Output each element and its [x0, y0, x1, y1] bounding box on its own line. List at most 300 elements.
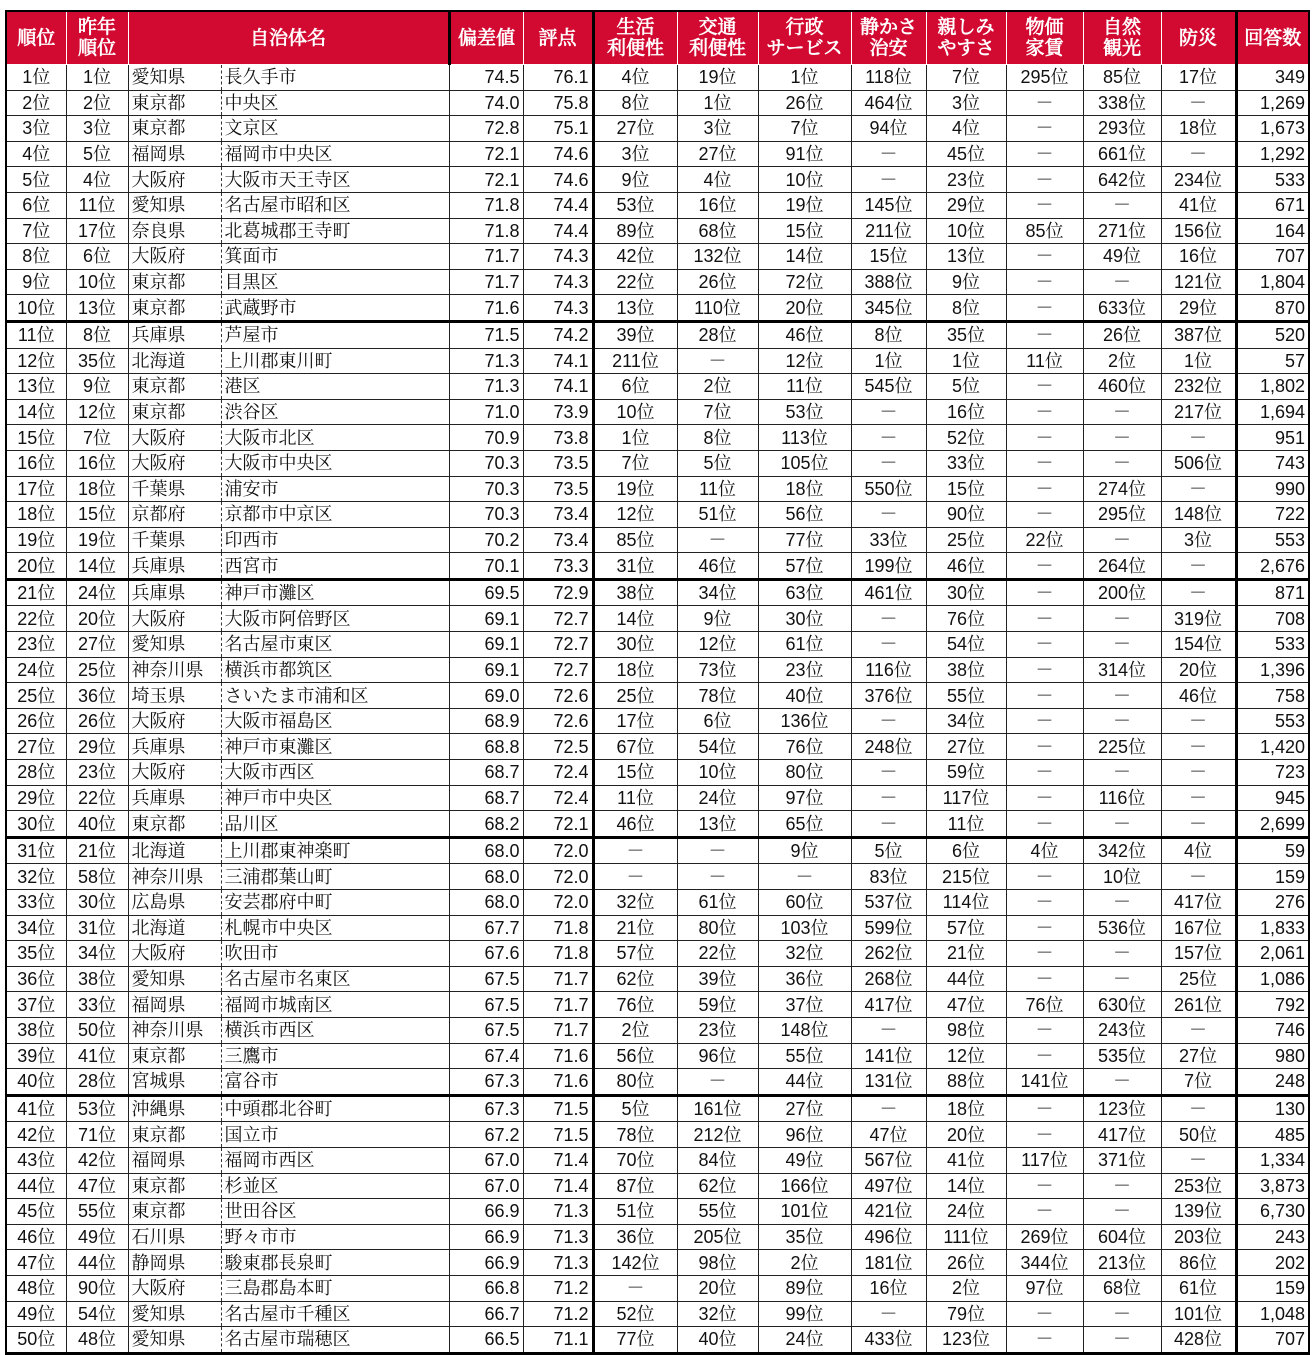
- cell-nature: 295位: [1083, 502, 1161, 528]
- cell-rank: 17位: [6, 476, 66, 502]
- cell-city: 武蔵野市: [221, 295, 449, 322]
- cell-transport: 24位: [677, 785, 758, 811]
- table-row: [6, 632, 1309, 658]
- cell-transport: 12位: [677, 632, 758, 658]
- cell-disaster: 7位: [1161, 1069, 1236, 1096]
- cell-responses: 1,694: [1236, 399, 1309, 425]
- cell-friendly: 33位: [926, 450, 1006, 476]
- cell-admin: 96位: [758, 1122, 851, 1148]
- cell-city: 中央区: [221, 90, 449, 116]
- cell-safety: 131位: [851, 1069, 926, 1096]
- cell-price: －: [1006, 890, 1083, 916]
- cell-deviation: 67.0: [449, 1147, 523, 1173]
- cell-transport: 5位: [677, 450, 758, 476]
- cell-safety: 421位: [851, 1199, 926, 1225]
- cell-transport: 84位: [677, 1147, 758, 1173]
- cell-friendly: 123位: [926, 1327, 1006, 1354]
- cell-score: 71.8: [523, 915, 593, 941]
- cell-prev-rank: 31位: [66, 915, 128, 941]
- cell-responses: 1,396: [1236, 657, 1309, 683]
- cell-score: 74.6: [523, 167, 593, 193]
- cell-friendly: 38位: [926, 657, 1006, 683]
- cell-price: －: [1006, 760, 1083, 786]
- cell-disaster: 41位: [1161, 192, 1236, 218]
- cell-admin: 57位: [758, 553, 851, 580]
- cell-rank: 4位: [6, 141, 66, 167]
- cell-price: －: [1006, 90, 1083, 116]
- cell-price: 85位: [1006, 218, 1083, 244]
- cell-score: 71.6: [523, 1069, 593, 1096]
- cell-nature: －: [1083, 1301, 1161, 1327]
- cell-city: 名古屋市瑞穂区: [221, 1327, 449, 1354]
- cell-nature: 26位: [1083, 321, 1161, 348]
- cell-friendly: 34位: [926, 708, 1006, 734]
- cell-city: 三鷹市: [221, 1043, 449, 1069]
- cell-prefecture: 大阪府: [128, 425, 221, 451]
- cell-responses: 485: [1236, 1122, 1309, 1148]
- cell-admin: 65位: [758, 811, 851, 838]
- cell-responses: 276: [1236, 890, 1309, 916]
- cell-prefecture: 奈良県: [128, 218, 221, 244]
- cell-admin: 101位: [758, 1199, 851, 1225]
- cell-prefecture: 宮城県: [128, 1069, 221, 1096]
- cell-deviation: 68.7: [449, 760, 523, 786]
- table-row: [6, 476, 1309, 502]
- cell-price: －: [1006, 399, 1083, 425]
- cell-rank: 12位: [6, 348, 66, 374]
- cell-prev-rank: 44位: [66, 1250, 128, 1276]
- cell-disaster: 86位: [1161, 1250, 1236, 1276]
- cell-living: 39位: [593, 321, 677, 348]
- cell-prev-rank: 5位: [66, 141, 128, 167]
- cell-prefecture: 北海道: [128, 837, 221, 864]
- cell-friendly: 98位: [926, 1017, 1006, 1043]
- cell-deviation: 74.0: [449, 90, 523, 116]
- cell-transport: 46位: [677, 553, 758, 580]
- cell-price: －: [1006, 1301, 1083, 1327]
- cell-living: 36位: [593, 1224, 677, 1250]
- cell-responses: 553: [1236, 708, 1309, 734]
- cell-living: 19位: [593, 476, 677, 502]
- cell-living: 30位: [593, 632, 677, 658]
- cell-disaster: 121位: [1161, 269, 1236, 295]
- cell-score: 72.7: [523, 606, 593, 632]
- cell-city: 品川区: [221, 811, 449, 838]
- cell-price: －: [1006, 864, 1083, 890]
- cell-city: 安芸郡府中町: [221, 890, 449, 916]
- cell-safety: 1位: [851, 348, 926, 374]
- cell-score: 71.1: [523, 1327, 593, 1354]
- cell-safety: 8位: [851, 321, 926, 348]
- cell-score: 75.8: [523, 90, 593, 116]
- cell-score: 71.7: [523, 1017, 593, 1043]
- cell-city: 福岡市城南区: [221, 992, 449, 1018]
- cell-nature: －: [1083, 399, 1161, 425]
- cell-friendly: 79位: [926, 1301, 1006, 1327]
- cell-admin: 63位: [758, 579, 851, 606]
- cell-responses: 707: [1236, 244, 1309, 270]
- cell-safety: －: [851, 785, 926, 811]
- cell-prev-rank: 34位: [66, 941, 128, 967]
- cell-deviation: 69.1: [449, 657, 523, 683]
- cell-safety: 199位: [851, 553, 926, 580]
- cell-living: 77位: [593, 1327, 677, 1354]
- cell-city: 文京区: [221, 116, 449, 142]
- cell-price: 141位: [1006, 1069, 1083, 1096]
- cell-deviation: 71.8: [449, 218, 523, 244]
- cell-safety: 211位: [851, 218, 926, 244]
- cell-deviation: 71.3: [449, 374, 523, 400]
- cell-admin: 49位: [758, 1147, 851, 1173]
- table-row: [6, 992, 1309, 1018]
- cell-nature: 630位: [1083, 992, 1161, 1018]
- cell-score: 74.2: [523, 321, 593, 348]
- cell-friendly: 16位: [926, 399, 1006, 425]
- cell-transport: 20位: [677, 1275, 758, 1301]
- cell-disaster: 234位: [1161, 167, 1236, 193]
- cell-score: 72.1: [523, 811, 593, 838]
- cell-living: 67位: [593, 734, 677, 760]
- cell-price: －: [1006, 606, 1083, 632]
- cell-responses: 164: [1236, 218, 1309, 244]
- cell-safety: 464位: [851, 90, 926, 116]
- cell-admin: 26位: [758, 90, 851, 116]
- table-row: [6, 1017, 1309, 1043]
- cell-responses: 723: [1236, 760, 1309, 786]
- cell-living: －: [593, 1275, 677, 1301]
- cell-prev-rank: 50位: [66, 1017, 128, 1043]
- cell-friendly: 47位: [926, 992, 1006, 1018]
- header-nature: 自然 観光: [1083, 11, 1161, 65]
- cell-living: 15位: [593, 760, 677, 786]
- cell-prev-rank: 1位: [66, 65, 128, 91]
- cell-transport: 8位: [677, 425, 758, 451]
- cell-score: 71.5: [523, 1095, 593, 1122]
- cell-deviation: 68.9: [449, 708, 523, 734]
- cell-prev-rank: 11位: [66, 192, 128, 218]
- cell-rank: 31位: [6, 837, 66, 864]
- cell-transport: 13位: [677, 811, 758, 838]
- cell-city: 大阪市阿倍野区: [221, 606, 449, 632]
- cell-rank: 34位: [6, 915, 66, 941]
- table-row: [6, 269, 1309, 295]
- cell-city: 吹田市: [221, 941, 449, 967]
- cell-responses: 59: [1236, 837, 1309, 864]
- cell-prefecture: 兵庫県: [128, 579, 221, 606]
- cell-admin: 46位: [758, 321, 851, 348]
- cell-responses: 758: [1236, 683, 1309, 709]
- cell-price: －: [1006, 553, 1083, 580]
- cell-prev-rank: 10位: [66, 269, 128, 295]
- cell-friendly: 6位: [926, 837, 1006, 864]
- cell-nature: 123位: [1083, 1095, 1161, 1122]
- cell-transport: 19位: [677, 65, 758, 91]
- cell-price: －: [1006, 708, 1083, 734]
- cell-prefecture: 愛知県: [128, 192, 221, 218]
- cell-city: 北葛城郡王寺町: [221, 218, 449, 244]
- cell-nature: 68位: [1083, 1275, 1161, 1301]
- cell-price: －: [1006, 321, 1083, 348]
- cell-admin: 103位: [758, 915, 851, 941]
- cell-deviation: 71.0: [449, 399, 523, 425]
- cell-responses: 3,873: [1236, 1173, 1309, 1199]
- cell-deviation: 71.7: [449, 269, 523, 295]
- cell-disaster: 157位: [1161, 941, 1236, 967]
- cell-nature: 342位: [1083, 837, 1161, 864]
- table-row: [6, 1147, 1309, 1173]
- cell-friendly: 35位: [926, 321, 1006, 348]
- cell-admin: 36位: [758, 966, 851, 992]
- cell-prefecture: 東京都: [128, 295, 221, 322]
- cell-price: －: [1006, 244, 1083, 270]
- cell-city: 箕面市: [221, 244, 449, 270]
- table-row: [6, 1095, 1309, 1122]
- cell-prefecture: 大阪府: [128, 1275, 221, 1301]
- cell-admin: 148位: [758, 1017, 851, 1043]
- cell-nature: 2位: [1083, 348, 1161, 374]
- cell-price: －: [1006, 966, 1083, 992]
- cell-responses: 871: [1236, 579, 1309, 606]
- cell-city: 名古屋市名東区: [221, 966, 449, 992]
- cell-disaster: 139位: [1161, 1199, 1236, 1225]
- cell-transport: 73位: [677, 657, 758, 683]
- cell-safety: 33位: [851, 527, 926, 553]
- cell-friendly: 10位: [926, 218, 1006, 244]
- cell-safety: －: [851, 760, 926, 786]
- cell-transport: －: [677, 837, 758, 864]
- cell-friendly: 44位: [926, 966, 1006, 992]
- cell-prev-rank: 21位: [66, 837, 128, 864]
- cell-city: 札幌市中央区: [221, 915, 449, 941]
- cell-admin: 99位: [758, 1301, 851, 1327]
- cell-responses: 159: [1236, 864, 1309, 890]
- cell-safety: －: [851, 811, 926, 838]
- table-row: [6, 1173, 1309, 1199]
- cell-prefecture: 福岡県: [128, 992, 221, 1018]
- cell-price: －: [1006, 425, 1083, 451]
- cell-safety: 16位: [851, 1275, 926, 1301]
- cell-prefecture: 神奈川県: [128, 864, 221, 890]
- cell-score: 73.5: [523, 476, 593, 502]
- cell-prefecture: 神奈川県: [128, 657, 221, 683]
- cell-disaster: 4位: [1161, 837, 1236, 864]
- cell-friendly: 215位: [926, 864, 1006, 890]
- cell-rank: 5位: [6, 167, 66, 193]
- cell-prev-rank: 24位: [66, 579, 128, 606]
- cell-friendly: 4位: [926, 116, 1006, 142]
- cell-admin: 55位: [758, 1043, 851, 1069]
- cell-prefecture: 大阪府: [128, 606, 221, 632]
- cell-nature: 604位: [1083, 1224, 1161, 1250]
- cell-admin: 80位: [758, 760, 851, 786]
- cell-deviation: 69.5: [449, 579, 523, 606]
- cell-prefecture: 東京都: [128, 399, 221, 425]
- cell-transport: 9位: [677, 606, 758, 632]
- cell-admin: 89位: [758, 1275, 851, 1301]
- cell-transport: 27位: [677, 141, 758, 167]
- cell-deviation: 66.5: [449, 1327, 523, 1354]
- cell-deviation: 71.5: [449, 321, 523, 348]
- cell-friendly: 20位: [926, 1122, 1006, 1148]
- cell-transport: 62位: [677, 1173, 758, 1199]
- cell-city: 港区: [221, 374, 449, 400]
- cell-safety: 388位: [851, 269, 926, 295]
- cell-transport: 54位: [677, 734, 758, 760]
- cell-nature: 314位: [1083, 657, 1161, 683]
- cell-safety: －: [851, 1017, 926, 1043]
- cell-friendly: 5位: [926, 374, 1006, 400]
- cell-rank: 7位: [6, 218, 66, 244]
- cell-responses: 1,673: [1236, 116, 1309, 142]
- cell-score: 72.7: [523, 657, 593, 683]
- cell-disaster: 506位: [1161, 450, 1236, 476]
- cell-score: 75.1: [523, 116, 593, 142]
- cell-city: 福岡市西区: [221, 1147, 449, 1173]
- cell-nature: 116位: [1083, 785, 1161, 811]
- cell-price: －: [1006, 502, 1083, 528]
- cell-score: 73.8: [523, 425, 593, 451]
- cell-prev-rank: 54位: [66, 1301, 128, 1327]
- table-row: [6, 1069, 1309, 1096]
- table-row: [6, 527, 1309, 553]
- cell-city: 芦屋市: [221, 321, 449, 348]
- cell-deviation: 67.4: [449, 1043, 523, 1069]
- cell-deviation: 67.5: [449, 992, 523, 1018]
- cell-prev-rank: 25位: [66, 657, 128, 683]
- cell-responses: 1,804: [1236, 269, 1309, 295]
- cell-rank: 29位: [6, 785, 66, 811]
- cell-prefecture: 静岡県: [128, 1250, 221, 1276]
- cell-deviation: 68.0: [449, 864, 523, 890]
- cell-living: 31位: [593, 553, 677, 580]
- cell-responses: 202: [1236, 1250, 1309, 1276]
- cell-responses: 743: [1236, 450, 1309, 476]
- cell-safety: 537位: [851, 890, 926, 916]
- cell-city: 上川郡東川町: [221, 348, 449, 374]
- cell-city: 名古屋市東区: [221, 632, 449, 658]
- cell-living: 14位: [593, 606, 677, 632]
- cell-prefecture: 兵庫県: [128, 553, 221, 580]
- cell-rank: 2位: [6, 90, 66, 116]
- cell-nature: －: [1083, 1327, 1161, 1354]
- cell-price: 4位: [1006, 837, 1083, 864]
- cell-rank: 38位: [6, 1017, 66, 1043]
- cell-safety: －: [851, 450, 926, 476]
- cell-transport: 6位: [677, 708, 758, 734]
- cell-rank: 42位: [6, 1122, 66, 1148]
- cell-score: 74.3: [523, 295, 593, 322]
- cell-price: －: [1006, 167, 1083, 193]
- table-row: [6, 864, 1309, 890]
- cell-deviation: 71.6: [449, 295, 523, 322]
- cell-city: 渋谷区: [221, 399, 449, 425]
- cell-prev-rank: 40位: [66, 811, 128, 838]
- cell-score: 72.4: [523, 785, 593, 811]
- cell-safety: 15位: [851, 244, 926, 270]
- cell-responses: 243: [1236, 1224, 1309, 1250]
- cell-rank: 13位: [6, 374, 66, 400]
- cell-deviation: 66.9: [449, 1199, 523, 1225]
- cell-disaster: －: [1161, 476, 1236, 502]
- cell-rank: 39位: [6, 1043, 66, 1069]
- cell-responses: 553: [1236, 527, 1309, 553]
- ranking-body: [6, 65, 1309, 1354]
- cell-disaster: －: [1161, 553, 1236, 580]
- cell-rank: 48位: [6, 1275, 66, 1301]
- cell-admin: 7位: [758, 116, 851, 142]
- cell-prefecture: 京都府: [128, 502, 221, 528]
- cell-friendly: 2位: [926, 1275, 1006, 1301]
- cell-friendly: 11位: [926, 811, 1006, 838]
- table-row: [6, 760, 1309, 786]
- cell-rank: 40位: [6, 1069, 66, 1096]
- cell-deviation: 67.6: [449, 941, 523, 967]
- cell-transport: 59位: [677, 992, 758, 1018]
- cell-admin: 77位: [758, 527, 851, 553]
- cell-responses: 1,269: [1236, 90, 1309, 116]
- cell-city: 富谷市: [221, 1069, 449, 1096]
- cell-prefecture: 沖縄県: [128, 1095, 221, 1122]
- cell-city: 駿東郡長泉町: [221, 1250, 449, 1276]
- cell-disaster: －: [1161, 425, 1236, 451]
- cell-responses: 2,699: [1236, 811, 1309, 838]
- cell-living: 17位: [593, 708, 677, 734]
- cell-transport: 26位: [677, 269, 758, 295]
- cell-city: 神戸市中央区: [221, 785, 449, 811]
- cell-living: 11位: [593, 785, 677, 811]
- cell-safety: 145位: [851, 192, 926, 218]
- table-row: [6, 553, 1309, 580]
- cell-rank: 6位: [6, 192, 66, 218]
- cell-score: 72.6: [523, 708, 593, 734]
- cell-prev-rank: 14位: [66, 553, 128, 580]
- cell-price: 344位: [1006, 1250, 1083, 1276]
- cell-rank: 32位: [6, 864, 66, 890]
- cell-disaster: －: [1161, 811, 1236, 838]
- cell-prefecture: 広島県: [128, 890, 221, 916]
- cell-price: －: [1006, 1173, 1083, 1199]
- cell-price: －: [1006, 657, 1083, 683]
- cell-transport: 132位: [677, 244, 758, 270]
- cell-admin: 136位: [758, 708, 851, 734]
- cell-nature: －: [1083, 1173, 1161, 1199]
- cell-prev-rank: 33位: [66, 992, 128, 1018]
- table-row: [6, 1250, 1309, 1276]
- cell-prev-rank: 20位: [66, 606, 128, 632]
- cell-transport: 161位: [677, 1095, 758, 1122]
- cell-disaster: －: [1161, 90, 1236, 116]
- table-row: [6, 606, 1309, 632]
- cell-safety: －: [851, 708, 926, 734]
- cell-transport: 96位: [677, 1043, 758, 1069]
- cell-friendly: 25位: [926, 527, 1006, 553]
- cell-responses: 130: [1236, 1095, 1309, 1122]
- cell-disaster: 387位: [1161, 321, 1236, 348]
- cell-score: 72.6: [523, 683, 593, 709]
- table-row: [6, 65, 1309, 91]
- cell-transport: 110位: [677, 295, 758, 322]
- cell-disaster: －: [1161, 734, 1236, 760]
- cell-safety: 567位: [851, 1147, 926, 1173]
- cell-safety: －: [851, 632, 926, 658]
- cell-prefecture: 北海道: [128, 915, 221, 941]
- cell-city: 横浜市西区: [221, 1017, 449, 1043]
- cell-friendly: 117位: [926, 785, 1006, 811]
- cell-prev-rank: 38位: [66, 966, 128, 992]
- cell-rank: 21位: [6, 579, 66, 606]
- table-row: [6, 399, 1309, 425]
- cell-prev-rank: 2位: [66, 90, 128, 116]
